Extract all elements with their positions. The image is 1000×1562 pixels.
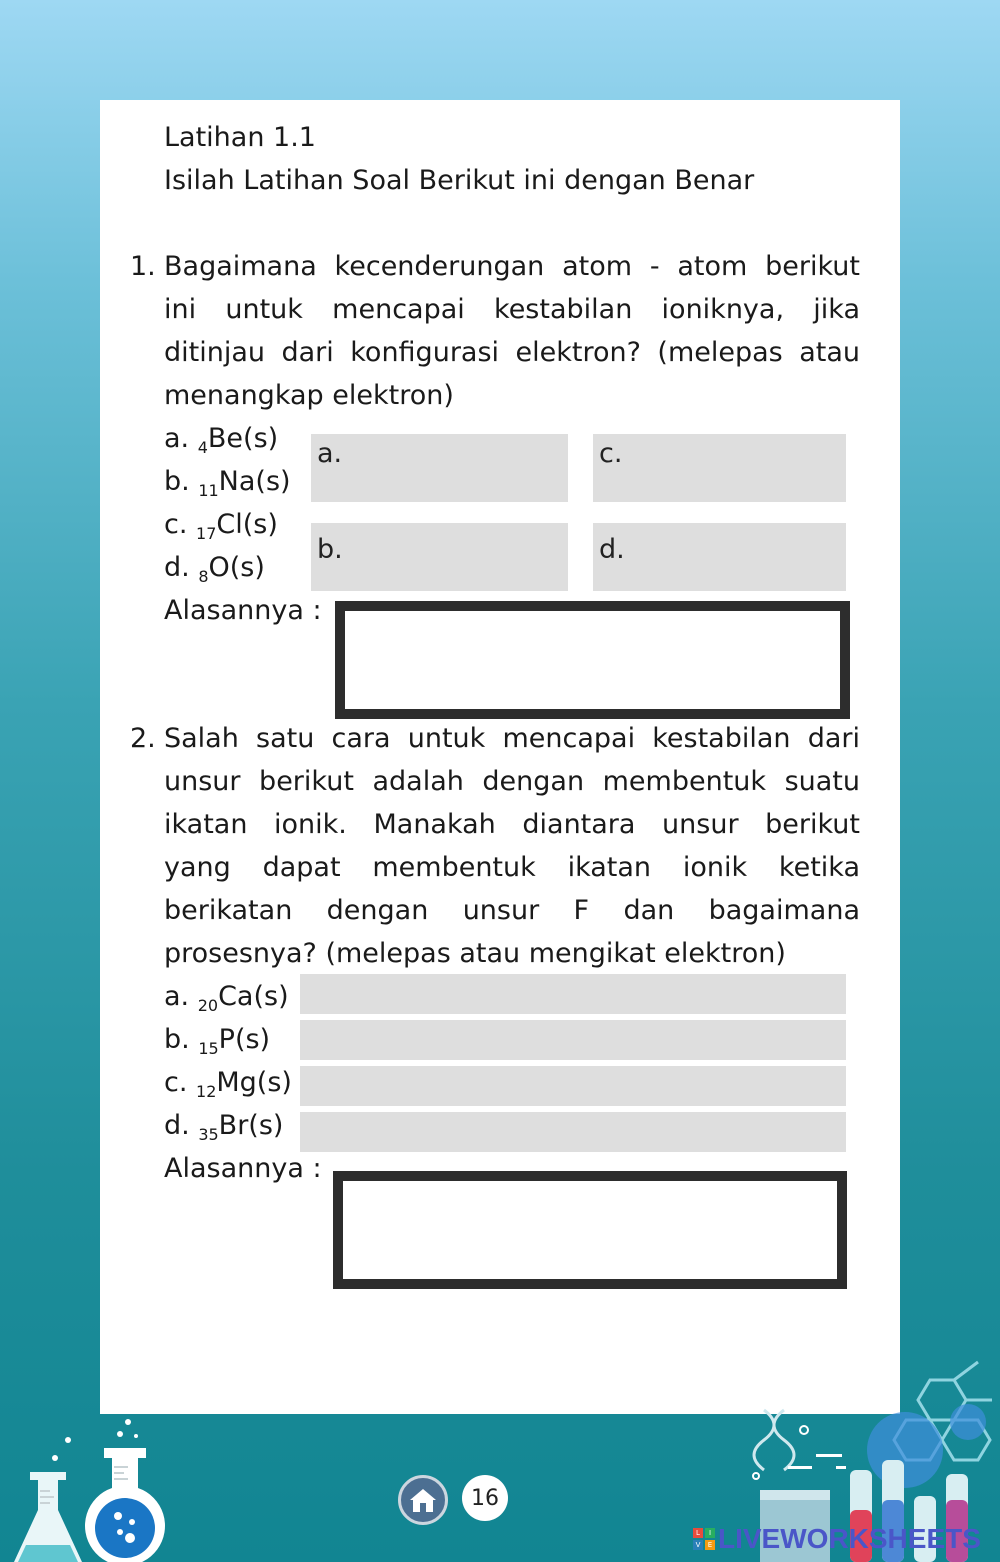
question-1-line: menangkap elektron) xyxy=(164,380,454,411)
atomic-number: 15 xyxy=(198,1039,219,1058)
atomic-number: 8 xyxy=(198,567,209,586)
q1-answer-box-d[interactable] xyxy=(593,523,846,591)
q1-reason-input[interactable] xyxy=(335,601,850,719)
atomic-number: 4 xyxy=(197,438,208,457)
question-1-line: ini untuk mencapai kestabilan ioniknya, jika xyxy=(164,294,860,325)
question-2-line: Salah satu cara untuk mencapai kestabilan dari xyxy=(164,723,860,754)
element-symbol: Mg(s) xyxy=(216,1067,292,1098)
box-label: a. xyxy=(317,438,343,469)
atomic-number: 12 xyxy=(196,1082,217,1101)
option-prefix: a. xyxy=(164,981,198,1012)
page-number: 16 xyxy=(462,1475,508,1521)
q2-answer-box-c[interactable] xyxy=(300,1066,846,1106)
q2-answer-box-d[interactable] xyxy=(300,1112,846,1152)
question-2-line: prosesnya? (melepas atau mengikat elektron) xyxy=(164,938,786,969)
home-icon xyxy=(408,1486,438,1514)
logo-letter: I xyxy=(705,1528,715,1538)
q2-answer-box-b[interactable] xyxy=(300,1020,846,1060)
option-prefix: d. xyxy=(164,552,199,583)
element-symbol: Be(s) xyxy=(207,423,279,454)
question-1-line: Bagaimana kecenderungan atom - atom berikut xyxy=(164,251,860,282)
logo-letter: E xyxy=(705,1540,715,1550)
home-button[interactable] xyxy=(398,1475,448,1525)
option-prefix: d. xyxy=(164,1110,199,1141)
atomic-number: 20 xyxy=(197,996,219,1015)
option-prefix: a. xyxy=(164,423,198,454)
liveworksheets-watermark xyxy=(693,1522,981,1556)
option-prefix: c. xyxy=(164,1067,197,1098)
element-symbol: Br(s) xyxy=(218,1110,284,1141)
question-2-line: ikatan ionik. Manakah diantara unsur berikut xyxy=(164,809,860,840)
lab-flask-icon xyxy=(0,1410,200,1562)
q1-answer-box-b[interactable] xyxy=(311,523,568,591)
page-title: Latihan 1.1 xyxy=(164,122,316,153)
liveworksheets-logo-icon xyxy=(693,1528,715,1550)
atomic-number: 11 xyxy=(198,481,219,500)
element-symbol: Ca(s) xyxy=(218,981,289,1012)
option-prefix: b. xyxy=(164,1024,199,1055)
page-subtitle: Isilah Latihan Soal Berikut ini dengan Benar xyxy=(164,165,755,196)
atomic-number: 35 xyxy=(198,1125,219,1144)
box-label: d. xyxy=(599,534,625,565)
question-1-number: 1. xyxy=(130,251,156,282)
logo-letter: V xyxy=(693,1540,703,1550)
question-2-line: unsur berikut adalah dengan membentuk suatu xyxy=(164,766,860,797)
atomic-number: 17 xyxy=(196,524,217,543)
element-symbol: O(s) xyxy=(208,552,265,583)
element-symbol: Na(s) xyxy=(218,466,291,497)
question-2-number: 2. xyxy=(130,723,156,754)
box-label: b. xyxy=(317,534,343,565)
q2-answer-box-a[interactable] xyxy=(300,974,846,1014)
logo-letter: L xyxy=(693,1528,703,1538)
element-symbol: P(s) xyxy=(218,1024,271,1055)
question-2-line: yang dapat membentuk ikatan ionik ketika xyxy=(164,852,860,883)
question-2-line: berikatan dengan unsur F dan bagaimana xyxy=(164,895,860,926)
box-label: c. xyxy=(599,438,623,469)
q1-answer-box-a[interactable] xyxy=(311,434,568,502)
q1-answer-box-c[interactable] xyxy=(593,434,846,502)
watermark-text: LIVEWORKSHEETS xyxy=(718,1523,981,1554)
worksheet-page xyxy=(100,100,900,1414)
q2-reason-label: Alasannya : xyxy=(164,1153,322,1184)
q1-reason-label: Alasannya : xyxy=(164,595,322,626)
option-prefix: b. xyxy=(164,466,199,497)
element-symbol: Cl(s) xyxy=(216,509,278,540)
q2-reason-input[interactable] xyxy=(333,1171,847,1289)
question-1-line: ditinjau dari konfigurasi elektron? (melepas atau xyxy=(164,337,860,368)
option-prefix: c. xyxy=(164,509,197,540)
